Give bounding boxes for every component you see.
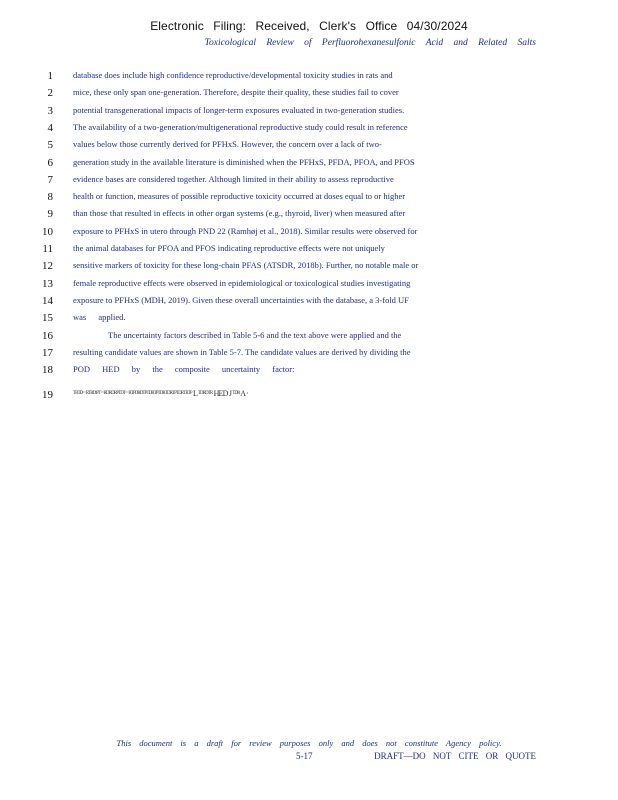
text-line bbox=[0, 208, 618, 225]
line-number: 12 bbox=[42, 260, 53, 273]
text-line bbox=[0, 226, 618, 243]
line-text: than those that resulted in effects in other organ systems (e.g., thyroid, liver) when measured after bbox=[73, 208, 406, 219]
text-line bbox=[0, 87, 618, 104]
line-number: 5 bbox=[47, 139, 53, 152]
text-line bbox=[0, 139, 618, 156]
line-text: exposure to PFHxS (MDH, 2019). Given these overall uncertainties with the database, a 3-fold UF bbox=[73, 294, 409, 305]
line-number: 14 bbox=[42, 294, 53, 307]
line-number: 4 bbox=[47, 121, 53, 134]
line-text: the animal databases for PFOA and PFOS indicating reproductive effects were not uniquely bbox=[73, 243, 385, 253]
text-line bbox=[0, 312, 618, 329]
text-line bbox=[0, 295, 618, 312]
line-number: 18 bbox=[42, 364, 53, 377]
text-line bbox=[0, 174, 618, 191]
text-line bbox=[0, 260, 618, 277]
line-number: 17 bbox=[42, 346, 53, 359]
text-line bbox=[0, 191, 618, 208]
line-text: evidence bases are considered together. Although limited in their ability to assess reproductive bbox=[73, 173, 394, 184]
line-number: 19 bbox=[42, 389, 53, 401]
filing-stamp: Electronic Filing: Received, Clerk's Office 04/30/2024 bbox=[150, 19, 468, 33]
text-line bbox=[0, 70, 618, 87]
line-text: was applied. bbox=[73, 312, 126, 323]
line-number: 15 bbox=[42, 312, 53, 325]
page-number: 5-17 bbox=[296, 751, 313, 761]
text-line bbox=[0, 278, 618, 295]
line-number: 11 bbox=[42, 243, 53, 255]
line-number: 1 bbox=[47, 70, 53, 82]
line-text: The uncertainty factors described in Table 5-6 and the text above were applied and the bbox=[108, 329, 402, 340]
line-number: 16 bbox=[42, 329, 53, 342]
line-text: resulting candidate values are shown in Table 5-7. The candidate values are derived by dividing the bbox=[73, 346, 411, 357]
text-line bbox=[0, 122, 618, 139]
line-number: 6 bbox=[47, 156, 53, 169]
line-number: 3 bbox=[47, 104, 53, 117]
text-line bbox=[0, 330, 618, 347]
line-text: female reproductive effects were observed in epidemiological or toxicological studies investigating bbox=[73, 277, 411, 288]
draft-notice: DRAFT—DO NOT CITE OR QUOTE bbox=[374, 751, 536, 761]
running-title: Toxicological Review of Perfluorohexanesulfonic Acid and Related Salts bbox=[204, 38, 536, 48]
line-text: potential transgenerational impacts of longer-term exposures evaluated in two-generation studies. bbox=[73, 104, 405, 115]
line-text: mice, these only span one-generation. Therefore, despite their quality, these studies fail to cover bbox=[73, 87, 399, 98]
line-number: 13 bbox=[42, 277, 53, 290]
line-number: 2 bbox=[47, 87, 53, 100]
text-line bbox=[0, 243, 618, 260]
line-text: exposure to PFHxS in utero through PND 22 (Ramhøj et al., 2018). Similar results were observed for bbox=[73, 225, 418, 236]
equation-line: ᵀᴿᵀᴰ⁻ᴿᵀᴿᴰᵗᴾᵀ⁻ᴿᴰᴿᴰᴿᴾᵀᴰᵀ⁻ᴿᵀᴾᴰᴿᴰᵀᴾᵀᴰᴿᵀᴾᵀᴰᴿᵀᴰᴿᵀᴾᵀᴰᴿᵀᴿᵀᴾ L ᵀᴰᴿᴰᵀᴿ HED J ᵀᴰᴿ A · bbox=[73, 389, 248, 398]
text-line bbox=[0, 157, 618, 174]
line-text: generation study in the available literature is diminished when the PFHxS, PFDA, PFOA, and PFOS bbox=[73, 156, 415, 167]
line-number: 9 bbox=[47, 208, 53, 221]
line-text: health or function, measures of possible reproductive toxicity occurred at doses equal to or higher bbox=[73, 191, 406, 202]
line-number: 8 bbox=[47, 191, 53, 204]
line-number: 10 bbox=[42, 225, 53, 238]
line-number: 7 bbox=[47, 173, 53, 186]
text-line bbox=[0, 105, 618, 122]
line-text: sensitive markers of toxicity for these long-chain PFAS (ATSDR, 2018b). Further, no notable male or bbox=[73, 260, 419, 271]
text-line bbox=[0, 347, 618, 364]
line-text: The availability of a two-generation/multigenerational reproductive study could result in reference bbox=[73, 121, 408, 132]
line-text: POD HED by the composite uncertainty factor: bbox=[73, 364, 295, 375]
draft-disclaimer: This document is a draft for review purposes only and does not constitute Agency policy. bbox=[116, 738, 502, 748]
line-text: values below those currently derived for PFHxS. However, the concern over a lack of two- bbox=[73, 139, 382, 150]
text-line bbox=[0, 364, 618, 381]
line-text: database does include high confidence reproductive/developmental toxicity studies in rats and bbox=[73, 70, 393, 80]
